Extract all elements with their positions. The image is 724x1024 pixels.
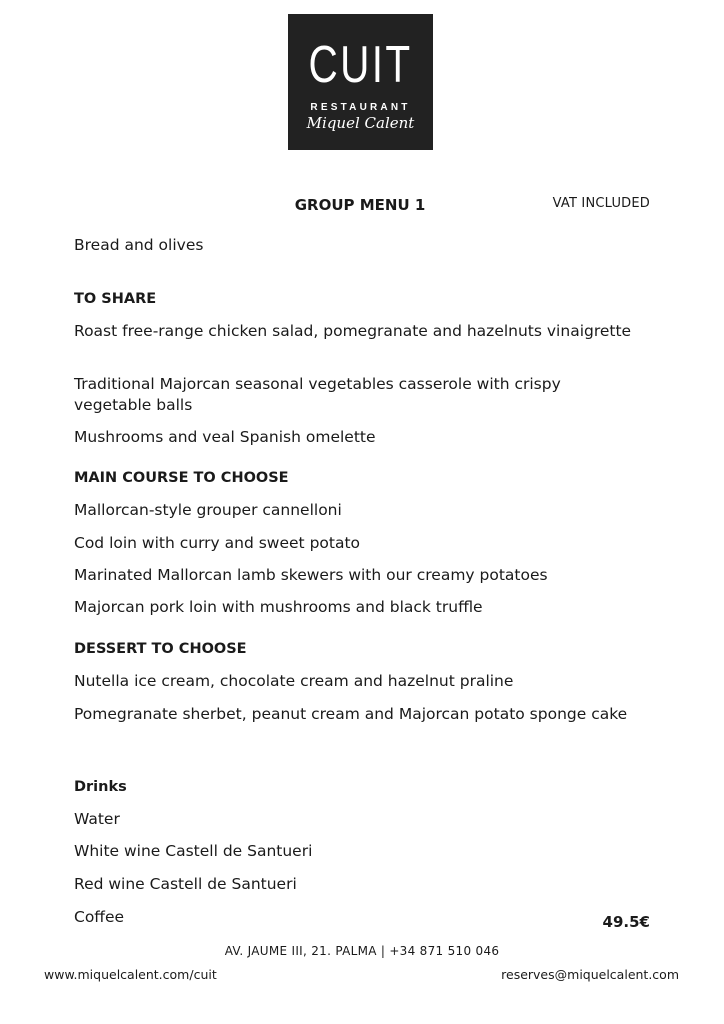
menu-price: 49.5€ — [602, 913, 650, 931]
logo-subtitle: RESTAURANT — [310, 102, 411, 113]
menu-title: GROUP MENU 1 — [294, 196, 426, 214]
list-item: Majorcan pork loin with mushrooms and black truffle — [74, 598, 483, 616]
list-item: Red wine Castell de Santueri — [74, 875, 297, 893]
list-item: Roast free-range chicken salad, pomegranate and hazelnuts vinaigrette — [74, 322, 632, 340]
list-item: Nutella ice cream, chocolate cream and hazelnut praline — [74, 672, 514, 690]
list-item: Pomegranate sherbet, peanut cream and Majorcan potato sponge cake — [74, 705, 628, 723]
list-item: Water — [74, 810, 120, 828]
list-item: Cod loin with curry and sweet potato — [74, 534, 361, 552]
list-item: Marinated Mallorcan lamb skewers with our creamy potatoes — [74, 566, 548, 584]
logo-signature: Miquel Calent — [306, 114, 415, 132]
list-item: Mallorcan-style grouper cannelloni — [74, 501, 342, 519]
section-heading-drinks: Drinks — [74, 779, 127, 795]
logo-name: CUIT — [308, 36, 413, 94]
section-heading-to-share: TO SHARE — [74, 291, 157, 307]
list-item: Mushrooms and veal Spanish omelette — [74, 428, 376, 446]
bread-item: Bread and olives — [74, 236, 204, 254]
section-heading-dessert: DESSERT TO CHOOSE — [74, 641, 247, 657]
list-item: White wine Castell de Santueri — [74, 842, 313, 860]
footer-address: AV. JAUME III, 21. PALMA | +34 871 510 046 — [224, 944, 500, 958]
section-heading-main-course: MAIN COURSE TO CHOOSE — [74, 470, 289, 486]
email-link[interactable]: reserves@miquelcalent.com — [501, 967, 679, 982]
website-link[interactable]: www.miquelcalent.com/cuit — [44, 967, 217, 982]
list-item: Traditional Majorcan seasonal vegetables casserole with crispy vegetable balls — [74, 375, 561, 414]
list-item: Coffee — [74, 908, 125, 926]
restaurant-logo — [288, 14, 433, 150]
vat-note: VAT INCLUDED — [552, 196, 650, 211]
